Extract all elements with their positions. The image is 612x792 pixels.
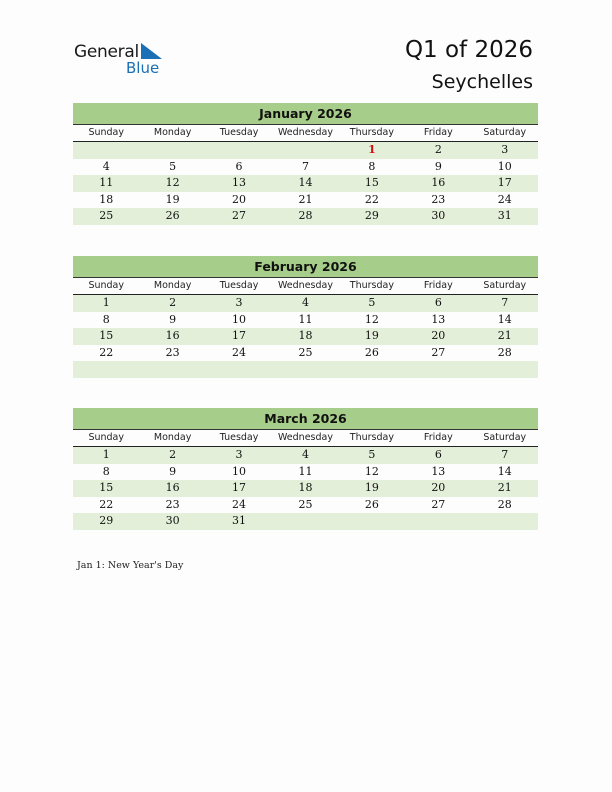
day-cell: 2 [169, 448, 177, 461]
weekday-label: Sunday [88, 432, 124, 443]
day-cell: 23 [431, 192, 446, 206]
day-cell: 6 [434, 296, 442, 309]
day-cell: 10 [232, 464, 247, 478]
weekday-label: Wednesday [277, 432, 333, 443]
day-cell: 30 [431, 209, 446, 222]
day-cell: 15 [99, 481, 114, 494]
month-header: January 2026 [73, 103, 538, 125]
day-cell [472, 361, 538, 378]
day-cell: 4 [301, 448, 309, 461]
day-cell: 5 [169, 159, 177, 173]
holiday-note: Jan 1: New Year's Day [77, 560, 184, 571]
week-row [73, 513, 538, 530]
week-row [73, 328, 538, 345]
day-cell [405, 513, 471, 530]
day-cell: 25 [298, 345, 313, 359]
day-cell: 16 [431, 176, 446, 189]
logo-text-general: General [74, 42, 139, 62]
day-cell: 18 [99, 192, 114, 206]
day-cell: 7 [501, 296, 509, 309]
day-cell [272, 142, 338, 159]
week-row [73, 159, 538, 176]
day-cell: 15 [99, 329, 114, 342]
day-cell: 1 [102, 448, 110, 461]
day-cell: 1 [102, 296, 110, 309]
day-cell: 23 [165, 497, 180, 511]
day-cell: 9 [169, 312, 177, 326]
day-cell: 21 [497, 481, 512, 494]
weekday-label: Sunday [88, 127, 124, 138]
month-header: March 2026 [73, 408, 538, 430]
day-cell: 14 [497, 312, 512, 326]
month-calendar-january [73, 103, 538, 225]
day-cell [472, 513, 538, 530]
week-row [73, 447, 538, 464]
day-cell: 2 [169, 296, 177, 309]
weekday-header-row [73, 278, 538, 295]
weekday-label: Wednesday [277, 127, 333, 138]
week-row [73, 142, 538, 159]
day-cell: 19 [364, 329, 379, 342]
day-cell: 17 [232, 481, 247, 494]
day-cell: 14 [298, 176, 313, 189]
country-subtitle: Seychelles [431, 71, 533, 93]
day-cell: 14 [497, 464, 512, 478]
day-cell: 26 [364, 497, 379, 511]
day-cell: 10 [232, 312, 247, 326]
day-cell: 13 [232, 176, 247, 189]
day-cell: 31 [232, 514, 247, 527]
day-cell: 5 [368, 448, 376, 461]
day-cell [139, 361, 205, 378]
day-cell: 19 [364, 481, 379, 494]
day-cell: 16 [165, 481, 180, 494]
day-cell: 6 [235, 159, 243, 173]
day-cell: 28 [298, 209, 313, 222]
day-cell [139, 142, 205, 159]
day-cell: 22 [99, 497, 114, 511]
day-cell: 17 [497, 176, 512, 189]
day-cell: 24 [232, 497, 247, 511]
day-cell: 15 [364, 176, 379, 189]
weekday-label: Monday [153, 432, 192, 443]
week-row [73, 497, 538, 514]
weekday-label: Saturday [483, 280, 527, 291]
logo [74, 42, 174, 78]
day-cell: 12 [364, 464, 379, 478]
weekday-label: Friday [423, 280, 453, 291]
day-cell: 20 [232, 192, 247, 206]
week-row [73, 345, 538, 362]
weekday-label: Thursday [349, 432, 394, 443]
week-row [73, 175, 538, 192]
day-cell [339, 361, 405, 378]
week-row [73, 192, 538, 209]
day-cell: 18 [298, 481, 313, 494]
week-row [73, 208, 538, 225]
week-row [73, 361, 538, 378]
day-cell [405, 361, 471, 378]
holiday-day-cell: 1 [368, 143, 376, 156]
day-cell: 6 [434, 448, 442, 461]
day-cell: 9 [434, 159, 442, 173]
weekday-label: Friday [423, 432, 453, 443]
day-cell: 22 [99, 345, 114, 359]
day-cell: 20 [431, 329, 446, 342]
day-cell: 11 [298, 464, 313, 478]
day-cell: 17 [232, 329, 247, 342]
weekday-label: Saturday [483, 127, 527, 138]
weekday-label: Thursday [349, 127, 394, 138]
day-cell: 12 [165, 176, 180, 189]
day-cell: 11 [298, 312, 313, 326]
month-calendar-february [73, 256, 538, 378]
day-cell: 26 [165, 209, 180, 222]
weekday-label: Sunday [88, 280, 124, 291]
day-cell: 31 [497, 209, 512, 222]
day-cell: 4 [102, 159, 110, 173]
day-cell: 28 [497, 345, 512, 359]
day-cell: 8 [368, 159, 376, 173]
day-cell: 3 [235, 448, 243, 461]
weekday-header-row [73, 125, 538, 142]
weekday-label: Tuesday [219, 432, 259, 443]
day-cell [272, 513, 338, 530]
month-calendar-march [73, 408, 538, 530]
week-row [73, 295, 538, 312]
day-cell: 27 [431, 497, 446, 511]
weekday-label: Tuesday [219, 280, 259, 291]
day-cell: 11 [99, 176, 114, 189]
day-cell: 18 [298, 329, 313, 342]
logo-triangle-icon [141, 43, 163, 60]
weekday-label: Saturday [483, 432, 527, 443]
week-row [73, 480, 538, 497]
day-cell: 9 [169, 464, 177, 478]
day-cell: 19 [165, 192, 180, 206]
day-cell: 10 [497, 159, 512, 173]
day-cell [272, 361, 338, 378]
weekday-label: Monday [153, 280, 192, 291]
weekday-label: Monday [153, 127, 192, 138]
day-cell: 24 [497, 192, 512, 206]
day-cell [73, 361, 139, 378]
day-cell: 24 [232, 345, 247, 359]
day-cell: 7 [301, 159, 309, 173]
day-cell: 21 [298, 192, 313, 206]
day-cell: 29 [364, 209, 379, 222]
day-cell: 8 [102, 312, 110, 326]
day-cell: 2 [434, 143, 442, 156]
day-cell: 23 [165, 345, 180, 359]
weekday-label: Wednesday [277, 280, 333, 291]
day-cell: 21 [497, 329, 512, 342]
day-cell: 25 [99, 209, 114, 222]
day-cell: 3 [235, 296, 243, 309]
day-cell: 27 [232, 209, 247, 222]
day-cell: 28 [497, 497, 512, 511]
day-cell: 7 [501, 448, 509, 461]
weekday-label: Friday [423, 127, 453, 138]
weekday-header-row [73, 430, 538, 447]
day-cell: 8 [102, 464, 110, 478]
day-cell: 5 [368, 296, 376, 309]
month-header: February 2026 [73, 256, 538, 278]
day-cell [206, 142, 272, 159]
logo-text-blue: Blue [126, 59, 160, 77]
day-cell: 13 [431, 464, 446, 478]
weekday-label: Thursday [349, 280, 394, 291]
week-row [73, 312, 538, 329]
day-cell: 25 [298, 497, 313, 511]
page-title: Q1 of 2026 [404, 37, 533, 63]
day-cell [339, 513, 405, 530]
day-cell: 22 [364, 192, 379, 206]
day-cell: 26 [364, 345, 379, 359]
day-cell: 3 [501, 143, 509, 156]
day-cell [73, 142, 139, 159]
day-cell: 13 [431, 312, 446, 326]
day-cell: 30 [165, 514, 180, 527]
day-cell: 27 [431, 345, 446, 359]
day-cell: 16 [165, 329, 180, 342]
weekday-label: Tuesday [219, 127, 259, 138]
day-cell: 29 [99, 514, 114, 527]
day-cell: 12 [364, 312, 379, 326]
week-row [73, 464, 538, 481]
day-cell [206, 361, 272, 378]
day-cell: 4 [301, 296, 309, 309]
day-cell: 20 [431, 481, 446, 494]
